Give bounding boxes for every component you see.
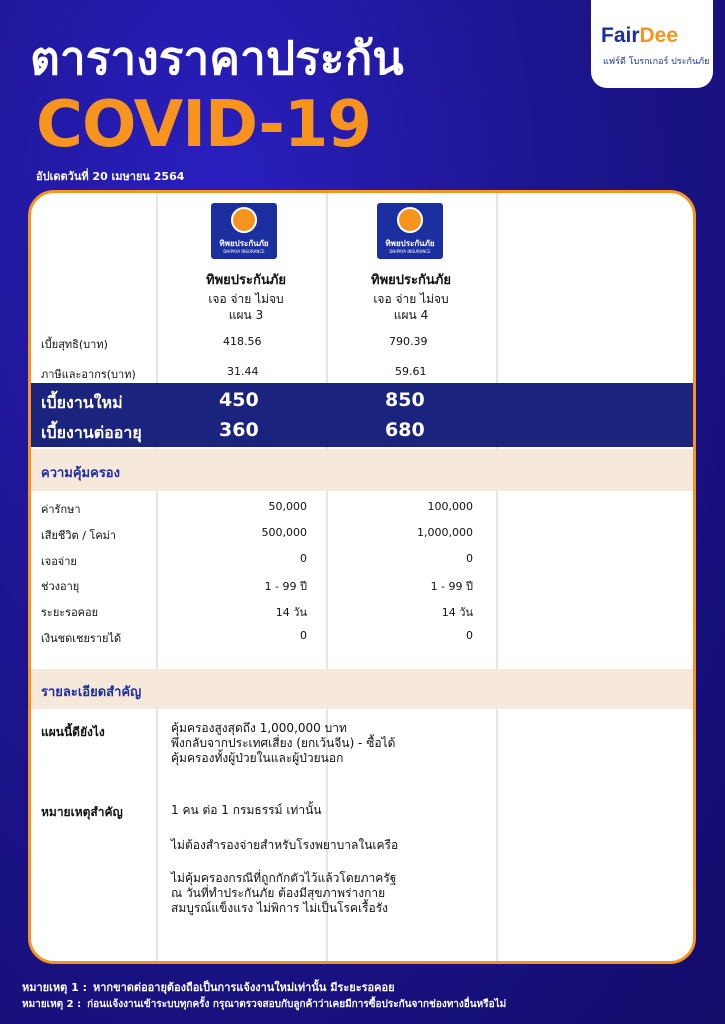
highlight-text: คุ้มครองสูงสุดถึง 1,000,000 บาท พึ่งกลับจากประเทศเสี่ยง (ยกเว้นจีน) - ซื้อได้ คุ้มครองทั้งผู้ป่วยในและผู้ป่วยนอก [171, 721, 396, 765]
tax-label: ภาษีและอากร(บาท) [41, 368, 136, 381]
fairdee-tagline: แฟร์ดี โบรกเกอร์ ประกันภัย [603, 57, 710, 67]
coverage-header-band [31, 449, 693, 491]
medical-value: 100,000 [427, 500, 473, 513]
fairdee-logo [591, 0, 713, 88]
premium-band [31, 383, 693, 447]
column-divider [496, 193, 498, 961]
plan-name: เจอ จ่าย ไม่จบ แผน 3 [208, 292, 284, 322]
renew-premium-value: 360 [219, 419, 259, 441]
footnote-2: หมายเหตุ 2 : ก่อนแจ้งงานเข้าระบบทุกครั้ง กรุณาตรวจสอบกับลูกค้าว่าเคยมีการซื้อประกันจากช่องทางอื่นหรือไม่ [22, 999, 507, 1010]
notes-label: หมายเหตุสำคัญ [41, 805, 123, 819]
death-value: 500,000 [261, 526, 307, 539]
age-value: 1 - 99 ปี [430, 580, 473, 593]
death-label: เสียชีวิต / โคม่า [41, 529, 117, 542]
age-label: ช่วงอายุ [41, 580, 80, 593]
footnote-1: หมายเหตุ 1 : หากขาดต่ออายุต้องถือเป็นการแจ้งงานใหม่เท่านั้น มีระยะรอคอย [22, 981, 395, 994]
net-premium-label: เบี้ยสุทธิ(บาท) [41, 338, 108, 351]
page-title: ตารางราคาประกัน [30, 31, 404, 85]
fairdee-wordmark: FairDee [601, 24, 679, 47]
death-value: 1,000,000 [417, 526, 473, 539]
pay-on-detect-label: เจอจ่าย [41, 555, 77, 568]
renew-premium-value: 680 [385, 419, 425, 441]
income-value: 0 [466, 629, 473, 642]
dhipaya-logo: ทิพยประกันภัย DHIPAYA INSURANCE [211, 203, 277, 259]
income-value: 0 [300, 629, 307, 642]
plan-company: ทิพยประกันภัย [371, 273, 451, 288]
details-header-band [31, 669, 693, 709]
note-exclusion: ไม่คุ้มครองกรณีที่ถูกกักตัวไว้แล้วโดยภาครัฐ ณ วันที่ทำประกันภัย ต้องมีสุขภาพร่างกาย สมบูรณ์แข็งแรง ไม่พิการ ไม่เป็นโรคเรื้อรัง [171, 871, 397, 915]
tax-value: 59.61 [395, 365, 427, 378]
note-line: ไม่ต้องสำรองจ่ายสำหรับโรงพยาบาลในเครือ [171, 838, 399, 852]
column-divider [156, 193, 158, 961]
pay-on-detect-value: 0 [466, 552, 473, 565]
dhipaya-logo: ทิพยประกันภัย DHIPAYA INSURANCE [377, 203, 443, 259]
plan-company: ทิพยประกันภัย [206, 273, 286, 288]
coverage-header: ความคุ้มครอง [41, 466, 120, 481]
medical-label: ค่ารักษา [41, 503, 81, 516]
details-header: รายละเอียดสำคัญ [41, 685, 142, 700]
pay-on-detect-value: 0 [300, 552, 307, 565]
income-label: เงินชดเชยรายได้ [41, 632, 122, 645]
medical-value: 50,000 [268, 500, 307, 513]
waiting-label: ระยะรอคอย [41, 606, 99, 619]
tax-value: 31.44 [227, 365, 259, 378]
price-table [28, 190, 696, 964]
dhipaya-emblem-icon [231, 207, 257, 233]
waiting-value: 14 วัน [441, 606, 473, 619]
new-premium-label: เบี้ยงานใหม่ [41, 393, 123, 412]
waiting-value: 14 วัน [275, 606, 307, 619]
page-subtitle: COVID-19 [36, 88, 371, 162]
new-premium-value: 450 [219, 389, 259, 411]
dhipaya-emblem-icon [397, 207, 423, 233]
highlight-label: แผนนี้ดียังไง [41, 725, 105, 739]
updated-date: อัปเดตวันที่ 20 เมษายน 2564 [36, 170, 185, 183]
new-premium-value: 850 [385, 389, 425, 411]
note-line: 1 คน ต่อ 1 กรมธรรม์ เท่านั้น [171, 803, 322, 817]
plan-name: เจอ จ่าย ไม่จบ แผน 4 [373, 292, 449, 322]
age-value: 1 - 99 ปี [264, 580, 307, 593]
renew-premium-label: เบี้ยงานต่ออายุ [41, 423, 142, 442]
net-premium-value: 418.56 [223, 335, 262, 348]
net-premium-value: 790.39 [389, 335, 428, 348]
